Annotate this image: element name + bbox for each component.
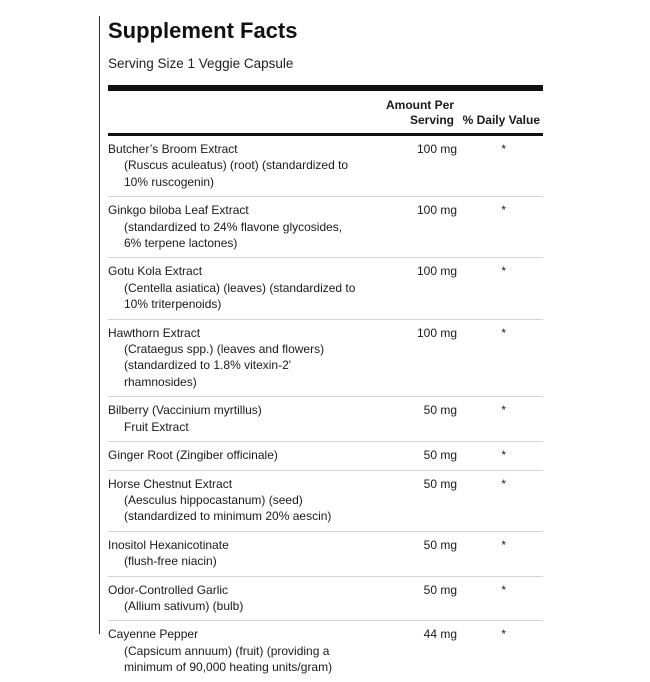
ingredient-daily-value: *: [501, 325, 506, 340]
ingredient-daily-value: *: [501, 627, 506, 642]
ingredient-amount: 50 mg: [423, 476, 457, 491]
ingredient-name: Cayenne Pepper: [108, 627, 199, 642]
left-border-rule: [99, 16, 100, 634]
ingredient-daily-value: *: [501, 264, 506, 279]
ingredient-amount: 50 mg: [423, 537, 457, 552]
ingredient-description: (flush-free niacin): [124, 554, 217, 569]
ingredient-cell: [108, 325, 367, 391]
ingredient-amount: 100 mg: [416, 203, 457, 218]
ingredient-name: Gotu Kola Extract: [108, 264, 203, 279]
header-amount-line1: Amount Per: [385, 98, 454, 112]
ingredient-amount: 50 mg: [423, 448, 457, 463]
ingredient-cell: [108, 582, 367, 615]
ingredient-daily-value: *: [501, 537, 506, 552]
ingredient-row: [108, 320, 543, 398]
ingredient-cell: [108, 447, 367, 463]
ingredient-daily-value: *: [501, 203, 506, 218]
ingredient-row: [108, 577, 543, 622]
ingredient-amount: 100 mg: [416, 325, 457, 340]
ingredient-name: Horse Chestnut Extract: [108, 476, 233, 491]
ingredient-description: (Centella asiatica) (leaves) (standardized to 10% triterpenoids): [124, 280, 356, 312]
ingredient-amount: 50 mg: [423, 403, 457, 418]
ingredient-cell: [108, 263, 367, 312]
ingredient-name: Ginkgo biloba Leaf Extract: [108, 203, 249, 218]
supplement-facts-panel: [108, 16, 543, 682]
ingredient-cell: [108, 202, 367, 251]
panel-title: Supplement Facts: [108, 18, 298, 43]
ingredient-name: Butcher’s Broom Extract: [108, 142, 238, 156]
ingredient-row: [108, 136, 543, 197]
ingredient-daily-value: *: [501, 448, 506, 463]
ingredient-description: (Ruscus aculeatus) (root) (standardized to 10% ruscogenin): [124, 158, 349, 189]
ingredient-list: [108, 136, 543, 682]
column-header-row: [108, 91, 543, 133]
ingredient-name: Odor-Controlled Garlic: [108, 582, 229, 597]
header-amount-per-serving: [364, 98, 454, 128]
ingredient-description: (Allium sativum) (bulb): [124, 598, 244, 613]
ingredient-amount: 44 mg: [423, 627, 457, 642]
header-daily-value: % Daily Value: [462, 113, 540, 127]
ingredient-name: Inositol Hexanicotinate: [108, 537, 229, 552]
ingredient-name: Hawthorn Extract: [108, 325, 201, 340]
ingredient-amount: 100 mg: [416, 264, 457, 279]
serving-size: Serving Size 1 Veggie Capsule: [108, 56, 294, 71]
ingredient-name: Ginger Root (Zingiber officinale): [108, 448, 278, 463]
ingredient-row: [108, 471, 543, 532]
ingredient-cell: [108, 141, 367, 190]
ingredient-row: [108, 621, 543, 681]
ingredient-description: (Crataegus spp.) (leaves and flowers) (standardized to 1.8% vitexin-2' rhamnosides): [124, 342, 325, 389]
ingredient-row: [108, 442, 543, 470]
ingredient-description: (Capsicum annuum) (fruit) (providing a minimum of 90,000 heating units/gram): [124, 643, 333, 675]
ingredient-description: (standardized to 24% flavone glycosides, 6% terpene lactones): [124, 219, 343, 251]
ingredient-daily-value: *: [501, 403, 506, 418]
ingredient-amount: 100 mg: [416, 142, 457, 156]
ingredient-daily-value: *: [501, 476, 506, 491]
ingredient-description: Fruit Extract: [124, 419, 189, 434]
ingredient-amount: 50 mg: [423, 582, 457, 597]
ingredient-row: [108, 197, 543, 258]
ingredient-daily-value: *: [501, 142, 506, 156]
ingredient-daily-value: *: [501, 582, 506, 597]
ingredient-cell: [108, 537, 367, 570]
ingredient-row: [108, 258, 543, 319]
ingredient-cell: [108, 626, 367, 675]
ingredient-cell: [108, 402, 367, 435]
ingredient-cell: [108, 476, 367, 525]
header-amount-line2: Serving: [409, 113, 454, 127]
ingredient-row: [108, 532, 543, 577]
ingredient-row: [108, 397, 543, 442]
ingredient-name: Bilberry (Vaccinium myrtillus): [108, 403, 262, 418]
ingredient-description: (Aesculus hippocastanum) (seed) (standardized to minimum 20% aescin): [124, 492, 332, 524]
